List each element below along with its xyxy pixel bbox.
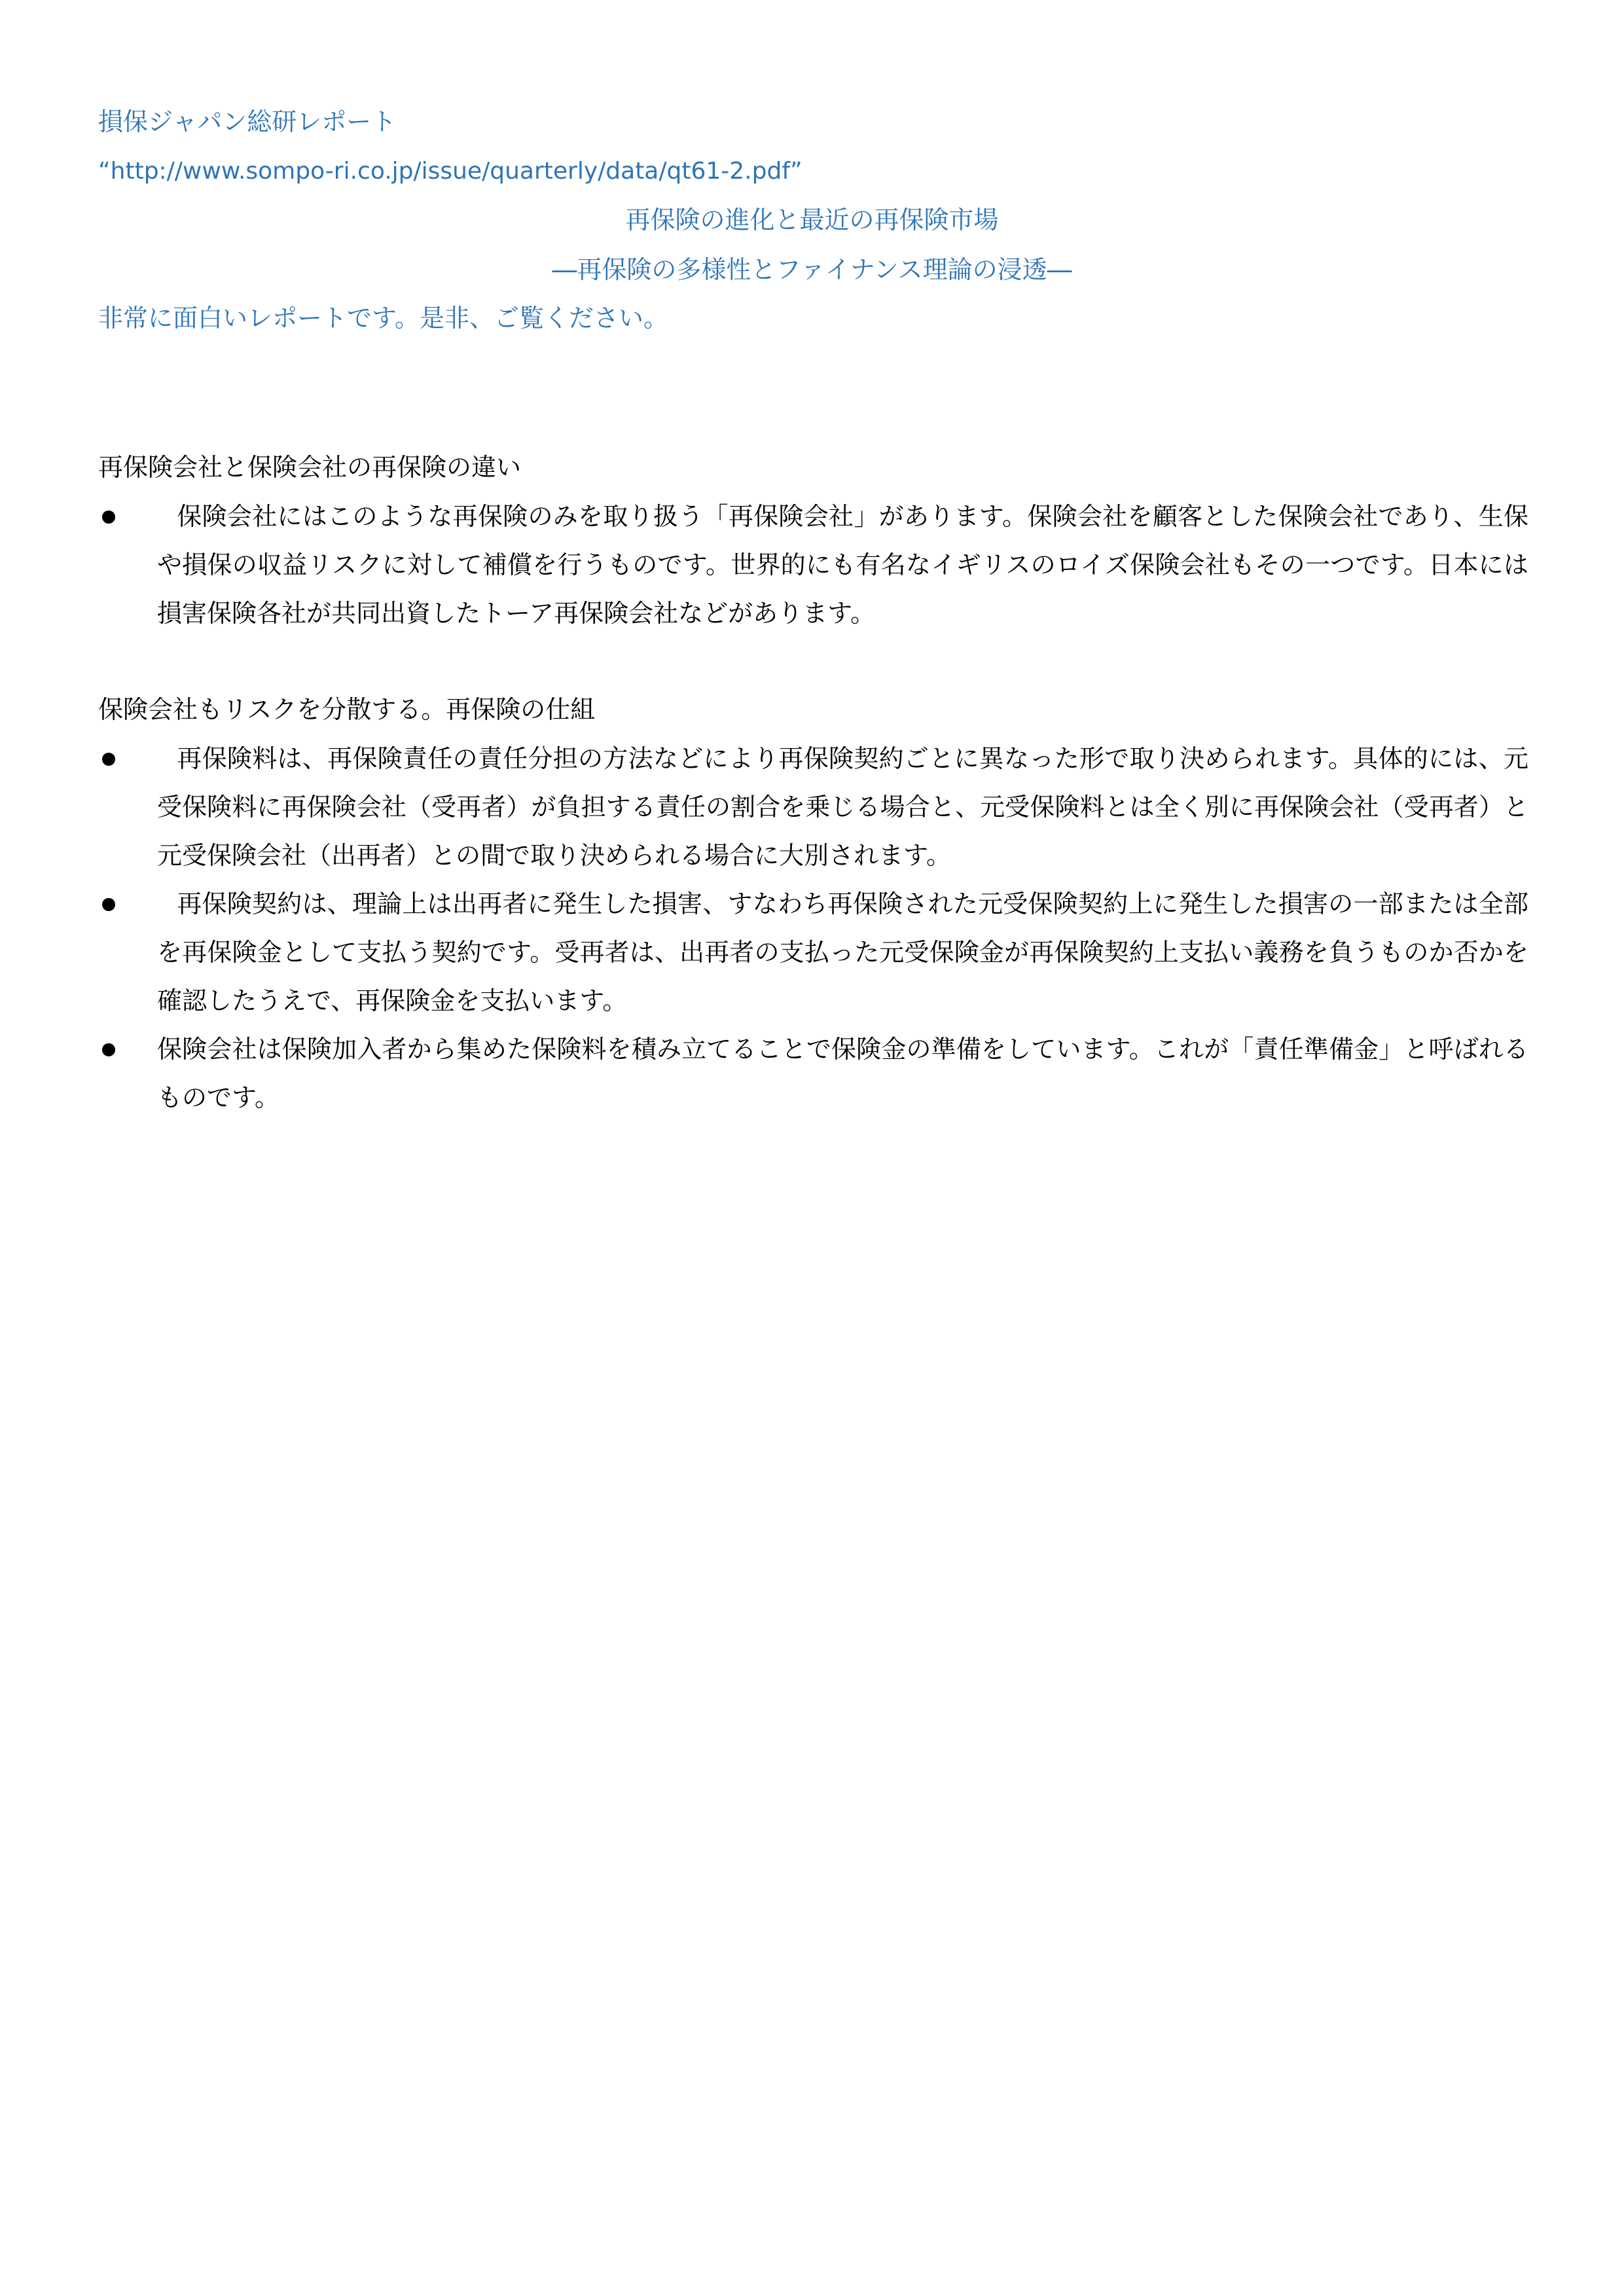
- bullet-icon: [102, 1043, 115, 1056]
- bullet-icon: [102, 753, 115, 766]
- bullet-paragraph: [157, 1025, 1528, 1122]
- bullet-text: 再保険契約は、理論上は出再者に発生した損害、すなわち再保険された元受保険契約上に発生した損害の一部または全部を再保険金として支払う契約です。受再者は、出再者の支払った元受保険金が再保険契約上支払い義務を負うものか否かを確認したうえで、再保険金を支払います。: [157, 889, 1528, 1015]
- source-title: 損保ジャパン総研レポート: [98, 107, 397, 136]
- recommendation-text: 非常に面白いレポートです。是非、ご覧ください。: [98, 304, 668, 332]
- bullet-icon: [102, 898, 115, 911]
- bullet-paragraph: [157, 880, 1528, 1025]
- section-heading: 再保険会社と保険会社の再保険の違い: [98, 453, 522, 482]
- bullet-text: 再保険料は、再保険責任の責任分担の方法などにより再保険契約ごとに異なった形で取り決められます。具体的には、元受保険料に再保険会社（受再者）が負担する責任の割合を乗じる場合と、元受保険料とは全く別に再保険会社（受再者）と元受保険会社（出再者）との間で取り決められる場合に大別されます。: [157, 744, 1528, 870]
- bullet-text: 保険会社にはこのような再保険のみを取り扱う「再保険会社」があります。保険会社を顧客とした保険会社であり、生保や損保の収益リスクに対して補償を行うものです。世界的にも有名なイギリスのロイズ保険会社もその一つです。日本には損害保険各社が共同出資したトーア再保険会社などがあります。: [157, 502, 1528, 628]
- bullet-text: 保険会社は保険加入者から集めた保険料を積み立てることで保険金の準備をしています。これが「責任準備金」と呼ばれるものです。: [157, 1035, 1528, 1112]
- bullet-paragraph: [157, 734, 1528, 880]
- report-subtitle: ―再保険の多様性とファイナンス理論の浸透―: [552, 255, 1072, 284]
- bullet-paragraph: [157, 492, 1528, 637]
- report-title: 再保険の進化と最近の再保険市場: [625, 206, 999, 234]
- section-heading: 保険会社もリスクを分散する。再保険の仕組: [98, 695, 596, 724]
- report-url[interactable]: “http://www.sompo-ri.co.jp/issue/quarterly/data/qt61-2.pdf”: [98, 158, 803, 185]
- bullet-icon: [102, 511, 115, 524]
